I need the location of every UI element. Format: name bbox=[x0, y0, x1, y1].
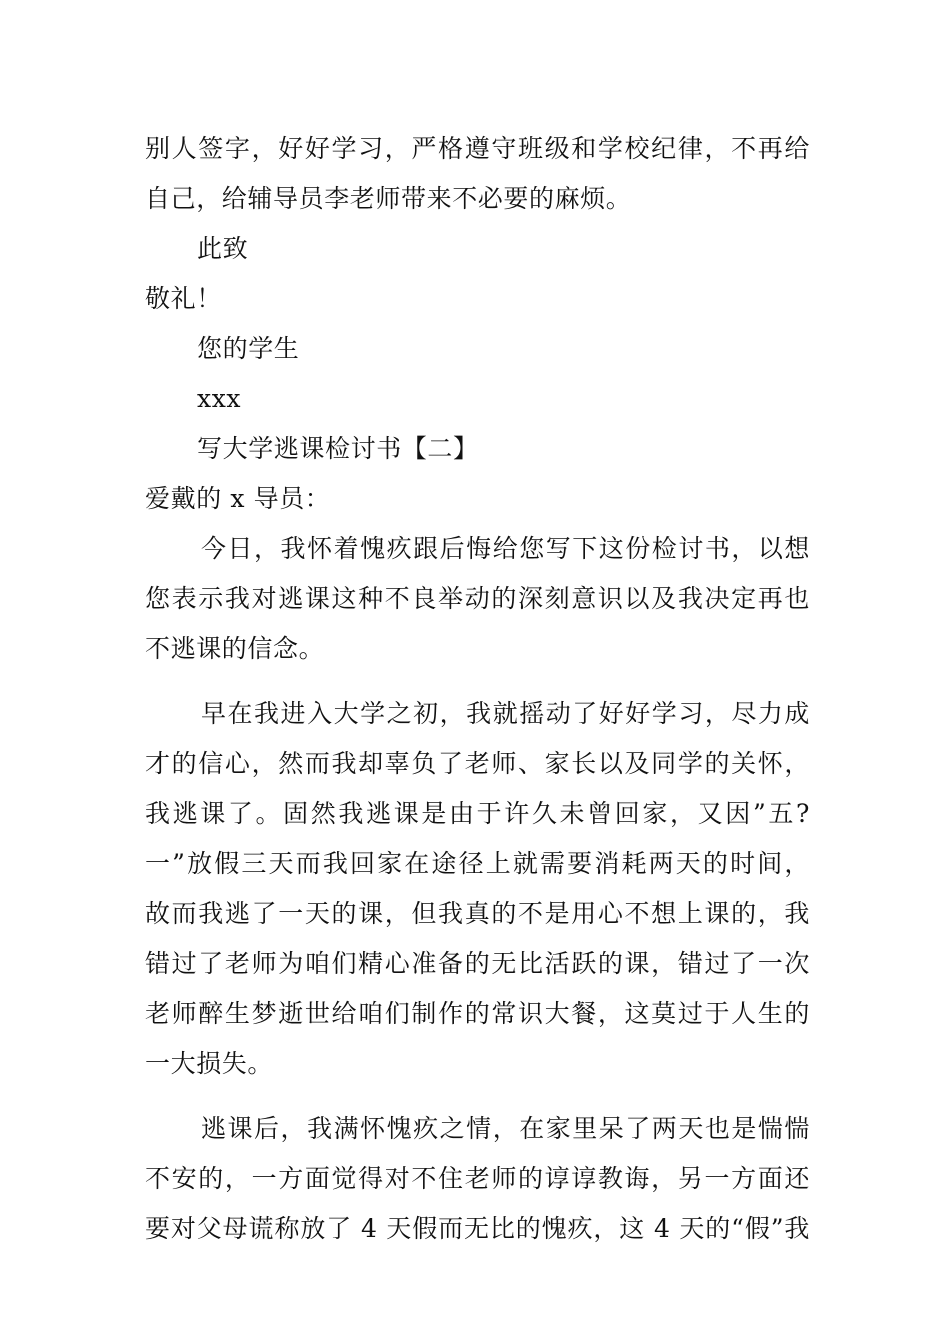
text-line: 自己，给辅导员李老师带来不必要的麻烦。 bbox=[145, 184, 632, 213]
document-page bbox=[145, 124, 810, 1254]
text-line: 一”放假三天而我回家在途径上就需要消耗两天的时间， bbox=[145, 849, 810, 878]
text-line: 不安的，一方面觉得对不住老师的谆谆教诲，另一方面还 bbox=[145, 1164, 810, 1193]
text-line: 今日，我怀着愧疚跟后悔给您写下这份检讨书，以想 bbox=[201, 534, 810, 563]
text-line: 不逃课的信念。 bbox=[145, 634, 325, 663]
closing-salutation: 此致 bbox=[197, 234, 249, 263]
text-line: 早在我进入大学之初，我就摇动了好好学习，尽力成 bbox=[201, 699, 810, 728]
text-line: 故而我逃了一天的课，但我真的不是用心不想上课的，我 bbox=[145, 899, 810, 928]
text-line: 要对父母谎称放了 4 天假而无比的愧疚，这 4 天的“假”我 bbox=[145, 1214, 810, 1243]
letter-greeting: 爱戴的 x 导员： bbox=[145, 484, 331, 513]
text-line: 错过了老师为咱们精心准备的无比活跃的课，错过了一次 bbox=[145, 949, 810, 978]
section-title: 写大学逃课检讨书【二】 bbox=[197, 434, 479, 463]
text-line: 别人签字，好好学习，严格遵守班级和学校纪律，不再给 bbox=[145, 134, 810, 163]
signature-role: 您的学生 bbox=[197, 334, 300, 363]
text-line: 一大损失。 bbox=[145, 1049, 274, 1078]
closing-respect: 敬礼！ bbox=[145, 284, 222, 313]
signature-name: xxx bbox=[197, 384, 242, 413]
text-line: 您表示我对逃课这种不良举动的深刻意识以及我决定再也 bbox=[145, 584, 810, 613]
text-line: 我逃课了。固然我逃课是由于许久未曾回家，又因”五? bbox=[145, 799, 810, 828]
text-line: 逃课后，我满怀愧疚之情，在家里呆了两天也是惴惴 bbox=[201, 1114, 810, 1143]
text-line: 才的信心，然而我却辜负了老师、家长以及同学的关怀， bbox=[145, 749, 810, 778]
text-line: 老师醉生梦逝世给咱们制作的常识大餐，这莫过于人生的 bbox=[145, 999, 810, 1028]
